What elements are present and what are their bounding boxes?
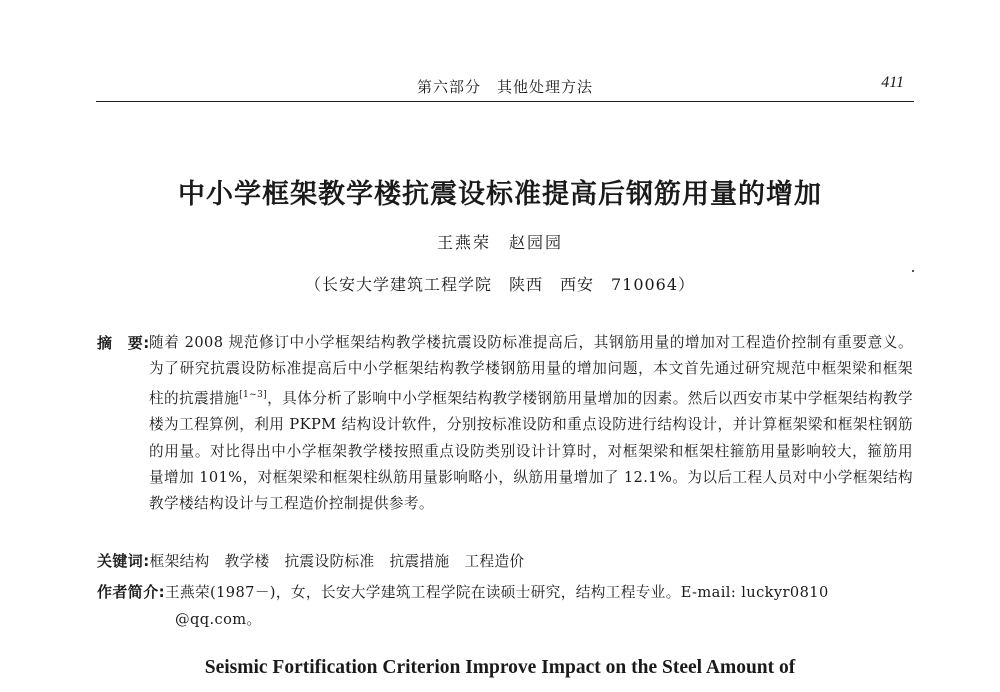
citation: [1~3] [239, 390, 268, 401]
paper-title: 中小学框架教学楼抗震设标准提高后钢筋用量的增加 [178, 179, 822, 210]
page-number: 411 [881, 74, 904, 91]
abstract-text-1: 随着 2008 规范修订中小学框架结构教学楼抗震设防标准提高后，其钢筋用量的增加对工程造价控制有重要意义。为了研究抗震设防标准提高后中小学框架结构教学楼钢筋用量的增加问题，本文首先通过研究规范中框架梁和框架柱的抗震措施 [149, 334, 913, 408]
scan-speck [912, 270, 914, 272]
running-header [96, 70, 914, 98]
abstract-body [149, 330, 913, 517]
section-title: 第六部分 其他处理方法 [416, 78, 593, 96]
header-rule [96, 101, 914, 102]
authors: 王燕荣 赵园园 [436, 233, 563, 252]
abstract-text-2: ，具体分析了影响中小学框架结构教学楼钢筋用量增加的因素。然后以西安市某中学框架结构教学楼为工程算例，利用 PKPM 结构设计软件，分别按标准设防和重点设防进行结构设计，并计算框架梁和框架柱钢筋的用量。对比得出中小学框架教学楼按照重点设防类别设计计算时，对框架梁和框架柱箍筋用量影响较大，箍筋用量增加 101%，对框架梁和框架柱纵筋用量影响略小，纵筋用量增加了 12.1%。为以后工程人员对中小学框架结构教学楼结构设计与工程造价控制提供参考。 [149, 390, 913, 513]
abstract-label: 摘 要: [97, 334, 150, 352]
affiliation: （长安大学建筑工程学院 陕西 西安 710064） [304, 275, 696, 294]
author-bio [97, 579, 913, 633]
abstract [97, 330, 913, 517]
keywords-label: 关键词: [97, 552, 150, 570]
keywords-text: 框架结构 教学楼 抗震设防标准 抗震措施 工程造价 [149, 553, 525, 570]
english-title: Seismic Fortification Criterion Improve Impact on the Steel Amount of [204, 657, 796, 678]
author-bio-line1: 王燕荣(1987－)，女，长安大学建筑工程学院在读硕士研究，结构工程专业。E-mail: luckyr0810 [165, 584, 829, 601]
author-bio-line2: @qq.com。 [175, 611, 262, 628]
author-bio-label: 作者简介: [97, 583, 165, 601]
keywords [97, 550, 913, 571]
